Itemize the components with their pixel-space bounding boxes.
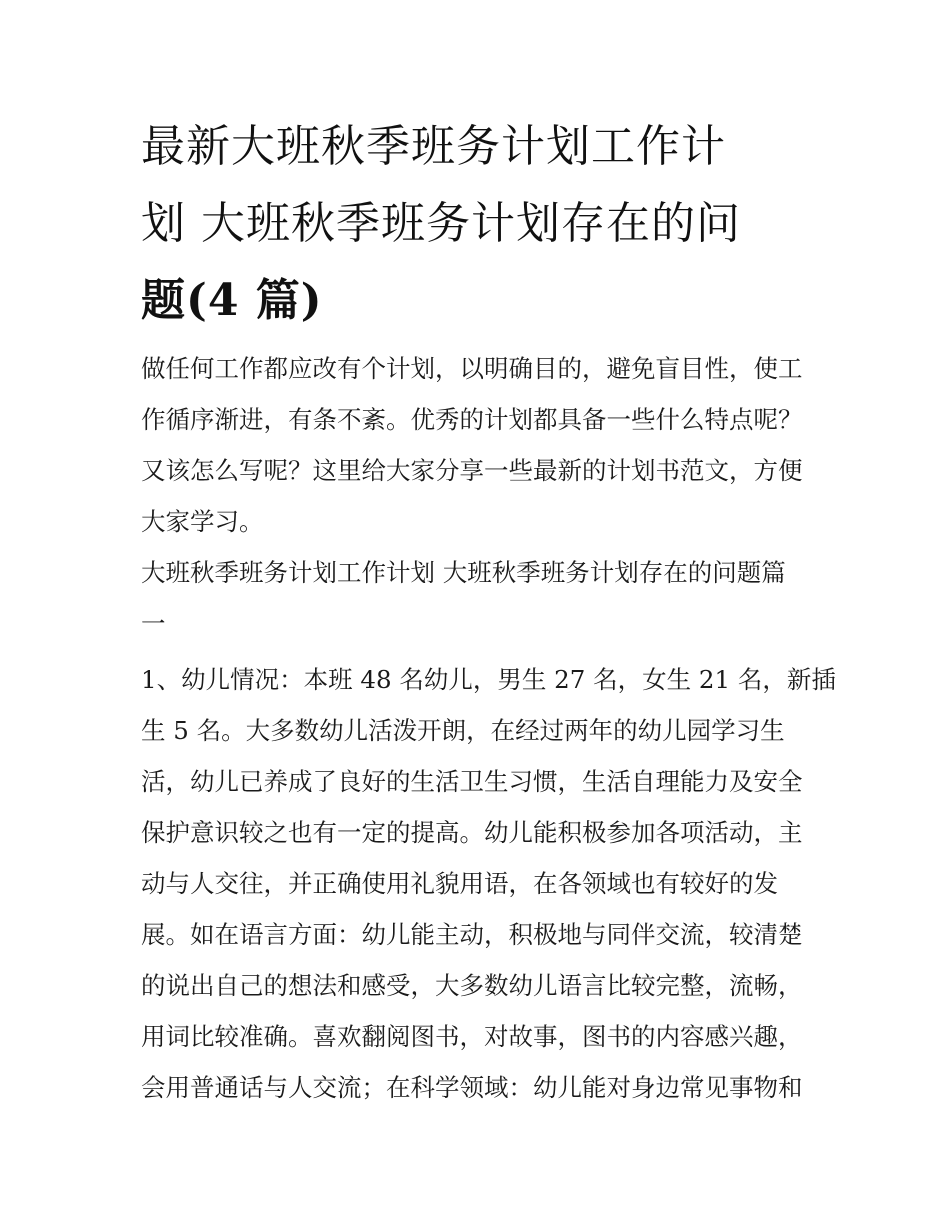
document-title bbox=[141, 108, 812, 339]
text-line: 活，幼儿已养成了良好的生活卫生习惯，生活自理能力及安全 bbox=[141, 767, 803, 796]
text-line: 展。如在语言方面：幼儿能主动，积极地与同伴交流，较清楚 bbox=[141, 920, 803, 949]
text-line: 做任何工作都应改有个计划，以明确目的，避免盲目性，使工 bbox=[141, 354, 803, 383]
text-line: 用词比较准确。喜欢翻阅图书，对故事，图书的内容感兴趣， bbox=[141, 1022, 803, 1051]
text-line: 又该怎么写呢？这里给大家分享一些最新的计划书范文，方便 bbox=[141, 456, 803, 485]
text-line: 1、幼儿情况：本班 48 名幼儿，男生 27 名，女生 21 名，新插 bbox=[141, 665, 836, 694]
text-line: 会用普通话与人交流；在科学领域：幼儿能对身边常见事物和 bbox=[141, 1073, 803, 1102]
text-line: 大家学习。 bbox=[141, 507, 264, 536]
title-line: 划 大班秋季班务计划存在的问 bbox=[141, 198, 741, 249]
text-line: 作循序渐进，有条不紊。优秀的计划都具备一些什么特点呢？ bbox=[141, 405, 803, 434]
title-line: 最新大班秋季班务计划工作计 bbox=[141, 121, 726, 172]
text-line: 的说出自己的想法和感受，大多数幼儿语言比较完整，流畅， bbox=[141, 971, 803, 1000]
section-heading bbox=[141, 547, 812, 649]
text-line: 一 bbox=[141, 609, 166, 638]
text-line: 大班秋季班务计划工作计划 大班秋季班务计划存在的问题篇 bbox=[141, 558, 786, 587]
title-line: 题(4 篇) bbox=[141, 275, 323, 326]
text-line: 生 5 名。大多数幼儿活泼开朗，在经过两年的幼儿园学习生 bbox=[141, 716, 785, 745]
text-line: 动与人交往，并正确使用礼貌用语，在各领域也有较好的发 bbox=[141, 869, 778, 898]
item-paragraph-1 bbox=[141, 654, 836, 1113]
text-line: 保护意识较之也有一定的提高。幼儿能积极参加各项活动，主 bbox=[141, 818, 803, 847]
intro-paragraph bbox=[141, 343, 812, 547]
